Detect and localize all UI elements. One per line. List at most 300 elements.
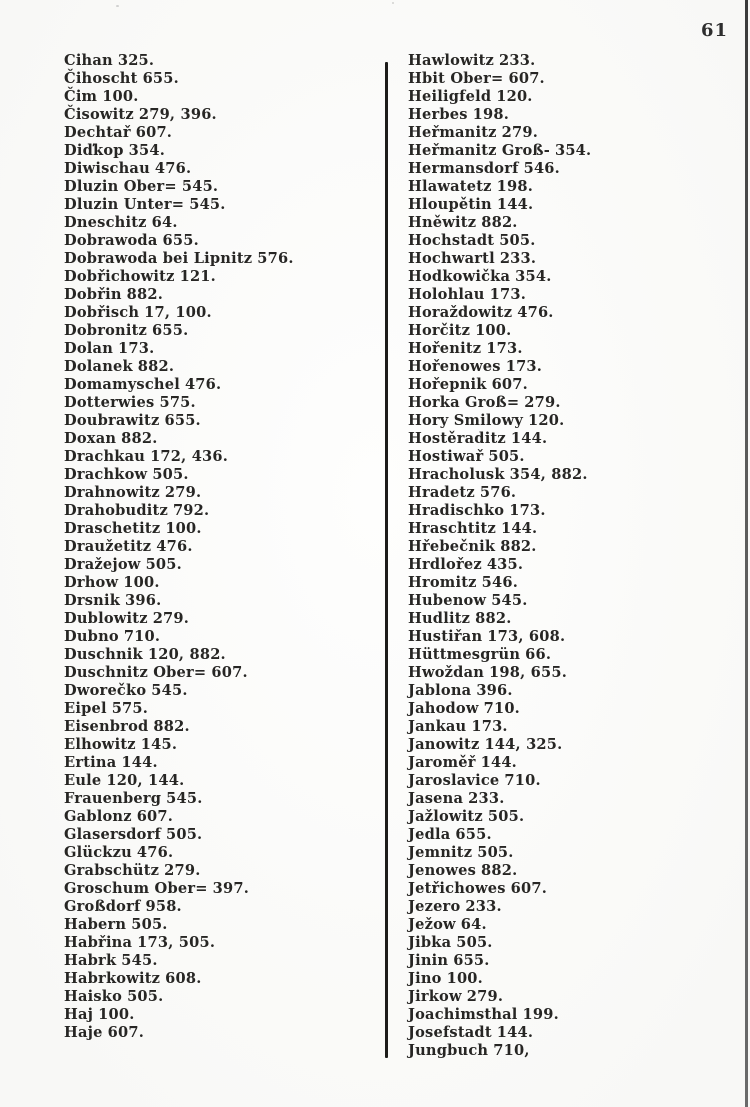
entry-place-name: Jahodow — [408, 700, 479, 717]
entry-place-name: Joachimsthal — [408, 1006, 518, 1023]
index-entry — [408, 718, 738, 736]
entry-page-refs: 476. — [517, 304, 554, 321]
entry-place-name: Jinin — [408, 952, 449, 969]
index-entry — [64, 664, 380, 682]
entry-place-name: Dolan — [64, 340, 113, 357]
entry-place-name: Drahobuditz — [64, 502, 168, 519]
entry-place-name: Drachkow — [64, 466, 148, 483]
index-entry — [408, 322, 738, 340]
index-entry — [64, 880, 380, 898]
entry-page-refs: 354. — [128, 142, 165, 159]
entry-place-name: Jablona — [408, 682, 472, 699]
entry-place-name: Jaroměř — [408, 754, 476, 771]
index-entry — [408, 286, 738, 304]
entry-place-name: Dworečko — [64, 682, 147, 699]
index-entry — [64, 286, 380, 304]
index-entry — [408, 178, 738, 196]
entry-place-name: Hbit Ober= — [408, 70, 504, 87]
entry-page-refs: 198. — [472, 106, 510, 123]
entry-page-refs: 120, 144. — [106, 772, 185, 789]
entry-place-name: Dotterwies — [64, 394, 155, 411]
entry-page-refs: 198, 655. — [489, 664, 568, 681]
entry-place-name: Jedla — [408, 826, 451, 843]
index-entry — [64, 358, 380, 376]
entry-place-name: Domamyschel — [64, 376, 180, 393]
entry-page-refs: 173. — [509, 502, 546, 519]
entry-place-name: Dobřin — [64, 286, 122, 303]
entry-place-name: Glückzu — [64, 844, 132, 861]
entry-place-name: Jino — [408, 970, 442, 987]
index-entry — [408, 1006, 738, 1024]
entry-page-refs: 233. — [499, 52, 536, 69]
entry-place-name: Habern — [64, 916, 127, 933]
index-entry — [408, 628, 738, 646]
entry-place-name: Jažlowitz — [408, 808, 483, 825]
entry-page-refs: 882. — [481, 214, 518, 231]
entry-page-refs: 655. — [142, 70, 179, 87]
index-entry — [408, 952, 738, 970]
entry-page-refs: 575. — [159, 394, 196, 411]
index-entry — [408, 88, 738, 106]
entry-page-refs: 882. — [126, 286, 163, 303]
entry-page-refs: 607. — [135, 124, 173, 141]
entry-place-name: Hubenow — [408, 592, 487, 609]
index-entry — [64, 304, 380, 322]
entry-place-name: Hromitz — [408, 574, 477, 591]
entry-page-refs: 173. — [505, 358, 543, 375]
index-entry — [64, 484, 380, 502]
entry-page-refs: 607. — [107, 1024, 144, 1041]
entry-place-name: Frauenberg — [64, 790, 162, 807]
index-entry — [408, 106, 738, 124]
index-entry — [408, 610, 738, 628]
entry-place-name: Grabschütz — [64, 862, 160, 879]
entry-page-refs: 279. — [501, 124, 538, 141]
index-entry — [64, 610, 380, 628]
index-entry — [408, 70, 738, 88]
index-entry — [64, 322, 380, 340]
entry-page-refs: 100. — [123, 574, 160, 591]
index-entry — [408, 250, 738, 268]
index-entry — [408, 736, 738, 754]
entry-place-name: Hüttmesgrün — [408, 646, 521, 663]
entry-place-name: Ertina — [64, 754, 117, 771]
index-entry — [408, 520, 738, 538]
entry-page-refs: 575. — [111, 700, 149, 717]
entry-place-name: Heiligfeld — [408, 88, 492, 105]
index-entry — [64, 754, 380, 772]
index-entry — [408, 52, 738, 70]
entry-place-name: Jasena — [408, 790, 464, 807]
entry-page-refs: 505. — [131, 916, 168, 933]
index-entry — [64, 898, 380, 916]
entry-place-name: Duschnitz Ober= — [64, 664, 207, 681]
index-entry — [64, 808, 380, 826]
entry-place-name: Ježow — [408, 916, 456, 933]
entry-page-refs: 505. — [456, 934, 493, 951]
index-entry — [408, 412, 738, 430]
index-entry — [64, 376, 380, 394]
entry-place-name: Drahnowitz — [64, 484, 160, 501]
entry-page-refs: 173. — [471, 718, 508, 735]
entry-page-refs: 144. — [500, 520, 538, 537]
entry-page-refs: 100. — [165, 520, 202, 537]
index-entry — [64, 232, 380, 250]
entry-place-name: Draužetitz — [64, 538, 152, 555]
entry-page-refs: 233. — [499, 250, 537, 267]
entry-page-refs: 173, 505. — [137, 934, 216, 951]
index-entry — [64, 178, 380, 196]
entry-page-refs: 607. — [211, 664, 248, 681]
page-edge-line — [745, 0, 748, 1107]
entry-page-refs: 120. — [528, 412, 565, 429]
entry-place-name: Dobronitz — [64, 322, 147, 339]
index-entry — [408, 466, 738, 484]
index-entry — [64, 628, 380, 646]
entry-place-name: Habrkowitz — [64, 970, 161, 987]
entry-place-name: Haisko — [64, 988, 123, 1005]
index-entry — [64, 682, 380, 700]
entry-place-name: Herbes — [408, 106, 468, 123]
entry-place-name: Hracholusk — [408, 466, 505, 483]
entry-place-name: Janowitz — [408, 736, 480, 753]
index-entry — [64, 538, 380, 556]
entry-place-name: Haj — [64, 1006, 94, 1023]
entry-place-name: Hořenitz — [408, 340, 482, 357]
entry-page-refs: 396. — [476, 682, 513, 699]
entry-page-refs: 505. — [165, 826, 203, 843]
index-entry — [408, 772, 738, 790]
entry-place-name: Haje — [64, 1024, 103, 1041]
entry-page-refs: 100. — [102, 88, 139, 105]
entry-place-name: Dluzin Unter= — [64, 196, 185, 213]
index-entry — [64, 142, 380, 160]
entry-page-refs: 279. — [152, 610, 190, 627]
entry-page-refs: 882. — [137, 358, 175, 375]
index-entry — [64, 646, 380, 664]
index-entry — [64, 196, 380, 214]
index-entry — [408, 862, 738, 880]
index-entry — [64, 268, 380, 286]
entry-page-refs: 279. — [164, 484, 202, 501]
entry-place-name: Dublowitz — [64, 610, 148, 627]
entry-place-name: Jirkow — [408, 988, 462, 1005]
entry-place-name: Horka Groß= — [408, 394, 520, 411]
entry-page-refs: 198. — [496, 178, 534, 195]
entry-page-refs: 710. — [483, 700, 520, 717]
entry-page-refs: 958. — [145, 898, 182, 915]
entry-page-refs: 882. — [475, 610, 512, 627]
entry-page-refs: 144. — [496, 196, 534, 213]
entry-place-name: Dobřichowitz — [64, 268, 175, 285]
entry-page-refs: 476. — [156, 538, 193, 555]
index-entry — [64, 466, 380, 484]
index-entry — [408, 934, 738, 952]
entry-place-name: Hochstadt — [408, 232, 495, 249]
entry-place-name: Diďkop — [64, 142, 124, 159]
entry-page-refs: 64. — [460, 916, 487, 933]
index-entry — [408, 448, 738, 466]
entry-page-refs: 233. — [465, 898, 502, 915]
entry-place-name: Hudlitz — [408, 610, 471, 627]
entry-page-refs: 545. — [121, 952, 158, 969]
index-entry — [408, 880, 738, 898]
entry-page-refs: 100. — [475, 322, 512, 339]
index-entry — [408, 484, 738, 502]
entry-place-name: Hustiřan — [408, 628, 483, 645]
entry-page-refs: 505. — [477, 844, 514, 861]
entry-page-refs: 545. — [151, 682, 188, 699]
index-entry — [408, 916, 738, 934]
index-entry — [64, 592, 380, 610]
index-entry — [408, 304, 738, 322]
entry-place-name: Hřebečnik — [408, 538, 496, 555]
entry-page-refs: 172, 436. — [150, 448, 229, 465]
entry-place-name: Dneschitz — [64, 214, 147, 231]
entry-place-name: Drsnik — [64, 592, 121, 609]
entry-place-name: Hradischko — [408, 502, 505, 519]
index-entry — [408, 232, 738, 250]
index-entry — [64, 556, 380, 574]
index-entry — [64, 340, 380, 358]
index-entry — [408, 988, 738, 1006]
entry-place-name: Dobrawoda bei Lipnitz — [64, 250, 253, 267]
entry-place-name: Heřmanitz Groß- — [408, 142, 550, 159]
entry-page-refs: 476. — [136, 844, 174, 861]
entry-page-refs: 607. — [491, 376, 528, 393]
entry-page-refs: 576. — [257, 250, 294, 267]
index-entry — [64, 970, 380, 988]
index-entry — [408, 682, 738, 700]
index-entry — [408, 592, 738, 610]
entry-place-name: Horaždowitz — [408, 304, 513, 321]
entry-place-name: Jaroslavice — [408, 772, 500, 789]
entry-place-name: Hněwitz — [408, 214, 477, 231]
entry-place-name: Jibka — [408, 934, 452, 951]
entry-page-refs: 354, 882. — [509, 466, 588, 483]
entry-place-name: Draschetitz — [64, 520, 161, 537]
index-entry — [408, 376, 738, 394]
index-entry — [408, 394, 738, 412]
entry-page-refs: 655. — [164, 412, 201, 429]
index-entry — [408, 646, 738, 664]
entry-page-refs: 17, 100. — [144, 304, 212, 321]
entry-place-name: Hory Smilowy — [408, 412, 524, 429]
entry-place-name: Diwischau — [64, 160, 150, 177]
entry-page-refs: 435. — [486, 556, 524, 573]
entry-place-name: Duschnik — [64, 646, 143, 663]
index-entry — [408, 808, 738, 826]
entry-place-name: Eule — [64, 772, 102, 789]
entry-place-name: Doxan — [64, 430, 117, 447]
entry-place-name: Josefstadt — [408, 1024, 492, 1041]
index-entry — [64, 124, 380, 142]
index-entry — [64, 160, 380, 178]
entry-page-refs: 655. — [162, 232, 199, 249]
entry-page-refs: 354. — [515, 268, 552, 285]
entry-page-refs: 607. — [510, 880, 548, 897]
index-entry — [408, 826, 738, 844]
entry-page-refs: 546. — [523, 160, 560, 177]
entry-place-name: Hradetz — [408, 484, 475, 501]
entry-place-name: Jankau — [408, 718, 467, 735]
entry-place-name: Jenowes — [408, 862, 476, 879]
entry-place-name: Hloupětin — [408, 196, 492, 213]
entry-page-refs: 354. — [554, 142, 592, 159]
entry-page-refs: 173, 608. — [487, 628, 566, 645]
entry-page-refs: 882. — [481, 862, 518, 879]
entry-page-refs: 396. — [125, 592, 162, 609]
index-entry — [408, 844, 738, 862]
entry-place-name: Hraschtitz — [408, 520, 496, 537]
page-number: 61 — [701, 20, 729, 41]
entry-place-name: Eipel — [64, 700, 107, 717]
entry-place-name: Jungbuch — [408, 1042, 489, 1059]
entry-page-refs: 64. — [151, 214, 178, 231]
entry-page-refs: 476. — [184, 376, 222, 393]
index-entry — [408, 574, 738, 592]
entry-place-name: Hrdlořez — [408, 556, 482, 573]
index-entry — [408, 790, 738, 808]
scan-speck — [116, 5, 119, 7]
index-entry — [408, 1024, 738, 1042]
index-entry — [408, 124, 738, 142]
entry-page-refs: 397. — [212, 880, 249, 897]
index-column-right — [408, 52, 738, 1060]
entry-page-refs: 100. — [98, 1006, 135, 1023]
entry-page-refs: 173. — [118, 340, 155, 357]
index-entry — [64, 1024, 380, 1042]
entry-place-name: Dolanek — [64, 358, 133, 375]
entry-page-refs: 120. — [496, 88, 533, 105]
entry-page-refs: 710, — [493, 1042, 530, 1059]
entry-page-refs: 607. — [136, 808, 174, 825]
entry-place-name: Eisenbrod — [64, 718, 149, 735]
entry-place-name: Horčitz — [408, 322, 471, 339]
entry-place-name: Jemnitz — [408, 844, 473, 861]
entry-place-name: Elhowitz — [64, 736, 136, 753]
index-entry — [64, 700, 380, 718]
column-divider-rule — [385, 62, 388, 1058]
index-entry — [64, 448, 380, 466]
entry-place-name: Čisowitz — [64, 106, 134, 123]
index-entry — [408, 556, 738, 574]
entry-place-name: Glasersdorf — [64, 826, 161, 843]
entry-page-refs: 144. — [496, 1024, 534, 1041]
entry-page-refs: 545. — [491, 592, 528, 609]
index-entry — [408, 898, 738, 916]
entry-place-name: Hwoždan — [408, 664, 485, 681]
entry-page-refs: 120, 882. — [147, 646, 226, 663]
index-entry — [408, 700, 738, 718]
index-entry — [64, 934, 380, 952]
scan-speck — [392, 2, 394, 4]
index-entry — [408, 1042, 738, 1060]
index-entry — [408, 430, 738, 448]
entry-page-refs: 655. — [152, 322, 189, 339]
entry-place-name: Hlawatetz — [408, 178, 492, 195]
entry-page-refs: 279. — [466, 988, 504, 1005]
index-entry — [64, 790, 380, 808]
index-entry — [408, 340, 738, 358]
entry-place-name: Hodkowička — [408, 268, 511, 285]
entry-page-refs: 100. — [446, 970, 483, 987]
entry-place-name: Dechtař — [64, 124, 131, 141]
entry-page-refs: 882. — [121, 430, 158, 447]
entry-place-name: Hořenowes — [408, 358, 501, 375]
entry-page-refs: 655. — [455, 826, 492, 843]
index-entry — [64, 1006, 380, 1024]
index-entry — [64, 412, 380, 430]
entry-page-refs: 279. — [524, 394, 561, 411]
index-entry — [408, 502, 738, 520]
entry-page-refs: 233. — [468, 790, 505, 807]
index-entry — [64, 70, 380, 88]
index-entry — [64, 430, 380, 448]
entry-place-name: Dobrawoda — [64, 232, 158, 249]
index-entry — [408, 214, 738, 232]
entry-place-name: Hawlowitz — [408, 52, 495, 69]
entry-place-name: Drhow — [64, 574, 119, 591]
entry-place-name: Holohlau — [408, 286, 485, 303]
entry-place-name: Groschum Ober= — [64, 880, 208, 897]
index-entry — [64, 718, 380, 736]
entry-page-refs: 199. — [522, 1006, 559, 1023]
index-entry — [64, 862, 380, 880]
entry-page-refs: 279. — [164, 862, 201, 879]
index-entry — [64, 520, 380, 538]
index-entry — [408, 970, 738, 988]
entry-place-name: Hermansdorf — [408, 160, 519, 177]
entry-page-refs: 792. — [172, 502, 210, 519]
entry-page-refs: 882. — [500, 538, 537, 555]
index-entry — [64, 52, 380, 70]
index-column-left — [64, 52, 380, 1042]
index-entry — [408, 538, 738, 556]
index-entry — [64, 394, 380, 412]
entry-page-refs: 476. — [154, 160, 192, 177]
entry-page-refs: 144. — [121, 754, 158, 771]
entry-place-name: Hostiwař — [408, 448, 484, 465]
entry-place-name: Drachkau — [64, 448, 146, 465]
entry-page-refs: 325. — [117, 52, 155, 69]
entry-page-refs: 608. — [165, 970, 202, 987]
index-entry — [408, 664, 738, 682]
index-entry — [408, 754, 738, 772]
entry-place-name: Habrk — [64, 952, 117, 969]
entry-place-name: Čihoscht — [64, 70, 138, 87]
entry-page-refs: 279, 396. — [138, 106, 217, 123]
entry-page-refs: 144, 325. — [484, 736, 563, 753]
entry-page-refs: 121. — [179, 268, 216, 285]
index-entry — [408, 160, 738, 178]
entry-place-name: Hořepnik — [408, 376, 487, 393]
index-entry — [64, 772, 380, 790]
entry-place-name: Dubno — [64, 628, 119, 645]
entry-page-refs: 545. — [189, 196, 226, 213]
entry-page-refs: 173. — [489, 286, 526, 303]
entry-page-refs: 505. — [127, 988, 164, 1005]
entry-place-name: Dražejow — [64, 556, 141, 573]
index-entry — [408, 358, 738, 376]
entry-place-name: Jezero — [408, 898, 461, 915]
index-entry — [64, 106, 380, 124]
index-entry — [408, 268, 738, 286]
entry-place-name: Cihan — [64, 52, 113, 69]
entry-page-refs: 66. — [525, 646, 552, 663]
entry-page-refs: 655. — [453, 952, 490, 969]
entry-page-refs: 545. — [166, 790, 203, 807]
